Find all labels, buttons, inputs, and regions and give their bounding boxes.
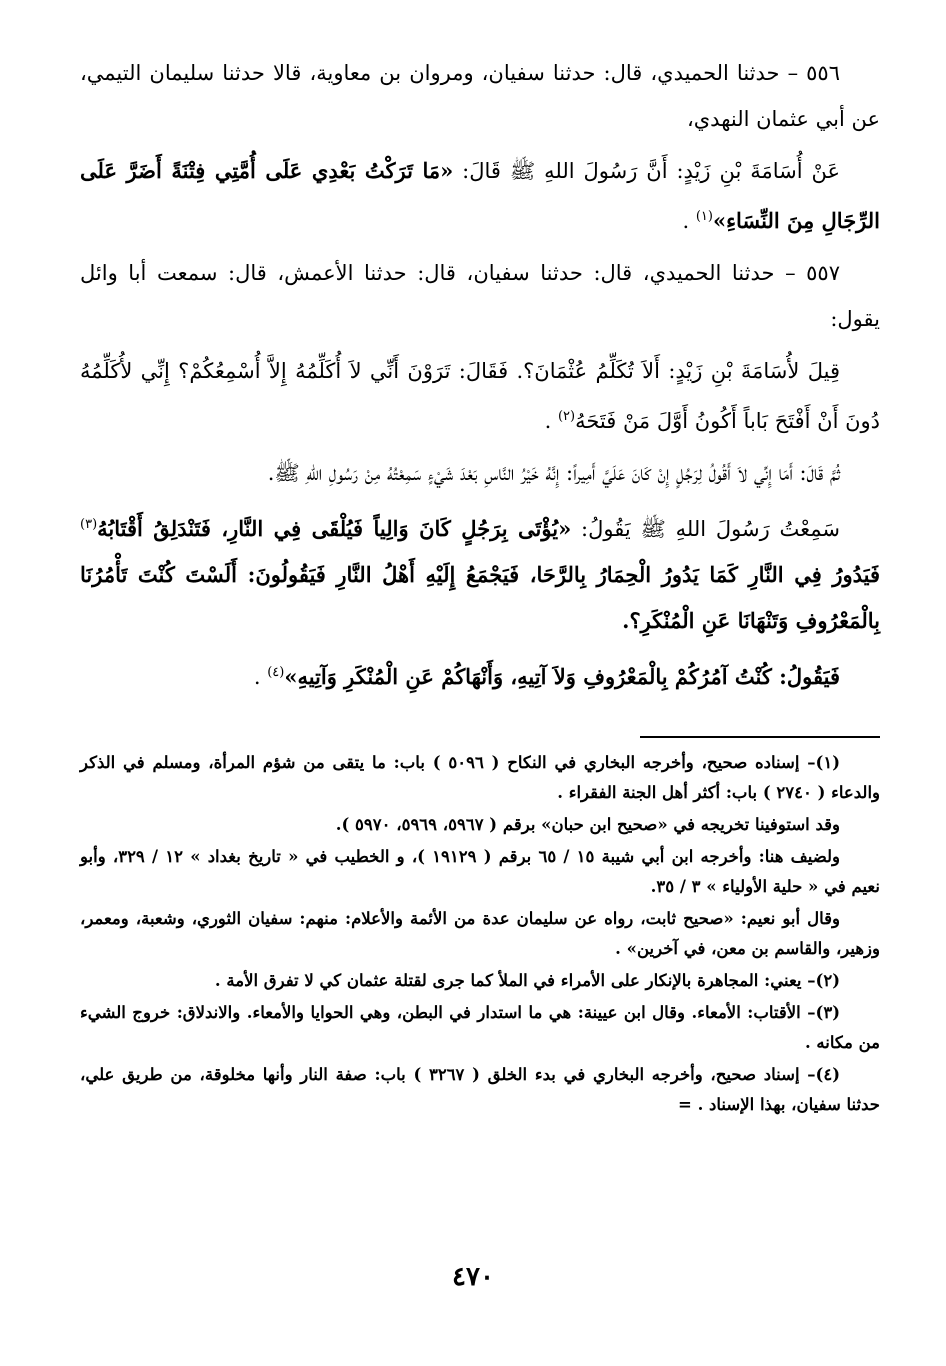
hadith-556-isnad: ٥٥٦ – حدثنا الحميدي، قال: حدثنا سفيان، ومروان بن معاوية، قالا حدثنا سليمان التيمي، عن أبي عثمان النهدي، <box>80 61 880 131</box>
hadith-556-end: . <box>682 209 696 233</box>
hadith-557-isnad: ٥٥٧ – حدثنا الحميدي، قال: حدثنا سفيان، قال: حدثنا الأعمش، قال: سمعت أبا وائل يقول: <box>80 261 880 331</box>
hadith-557-matn-a: «يُؤْتَى بِرَجُلٍ كَانَ وَالِياً فَيُلْقَى فِي النَّارِ، فَتَنْدَلِقُ أَقْتَابُهُ <box>97 516 572 541</box>
footnote-ref-1: (١) <box>695 209 713 224</box>
hadith-556-matn: «مَا تَرَكْتُ بَعْدِي عَلَى أُمَّتِي فِتْنَةً أَضَرَّ عَلَى الرِّجَالِ مِنَ النِّسَاءِ» <box>80 158 880 233</box>
hadith-557-text-2: ثُمَّ قَالَ: أَمَا إِنِّي لاَ أَقُولُ لِرَجُلٍ إِنْ كَانَ عَلَيَّ أَمِيراً: إِنَّهُ خَيْرُ النَّاسِ بَعْدَ شَيْءٍ سَمِعْتُهُ مِنْ رَسُولِ اللهِ ﷺ. <box>267 461 840 485</box>
footnote-2: (٢)– يعني: المجاهرة بالإنكار على الأمراء في الملأ كما جرى لقتلة عثمان كي لا تفرق الأمة . <box>214 971 840 990</box>
footnote-1-d: وقال أبو نعيم: «صحيح ثابت، رواه عن سليمان عدة من الأئمة والأعلام: منهم: سفيان الثوري، وشعبة، ومعمر، وزهير، والقاسم بن معن، في آخرين» . <box>80 909 880 958</box>
footnote-4: (٤)– إسناد صحيح، وأخرجه البخاري في بدء الخلق ( ٣٢٦٧ ) باب: صفة النار وأنها مخلوقة، من طريق علي، حدثنا سفيان، بهذا الإسناد . = <box>80 1065 880 1114</box>
footnote-ref-3: (٣) <box>80 517 98 532</box>
footnote-separator <box>640 736 880 738</box>
hadith-557-text-3 <box>80 502 880 644</box>
footnote-1-c: ولضيف هنا: وأخرجه ابن أبي شيبة ١٥ / ٦٥ برقم ( ١٩١٢٩ )، و الخطيب في « تاريخ بغداد » ١٢ / ٣٢٩، وأبو نعيم في « حلية الأولياء » ٣ / ٣٥. <box>80 847 880 896</box>
hadith-557-matn-c: فَيَقُولُ: كُنْتُ آمُرُكُمْ بِالْمَعْرُوفِ وَلاَ آتِيهِ، وَأَنْهَاكُمْ عَنِ الْمُنْكَرِ وَآتِيهِ» <box>284 664 840 689</box>
footnotes <box>80 748 880 1120</box>
main-text <box>80 50 880 700</box>
hadith-557-text-1 <box>80 348 880 444</box>
page-body <box>80 50 880 1122</box>
hadith-557-end: . <box>253 665 268 689</box>
hadith-557-part-1: قِيلَ لأُسَامَةَ بْنِ زَيْدٍ: أَلاَ تُكَلِّمُ عُثْمَانَ؟. فَقَالَ: تَرَوْنَ أَنِّي لاَ أُكَلِّمُهُ إِلاَّ أُسْمِعُكُمْ؟ إِنِّي لأُكَلِّمُهُ دُونَ أَنْ أَفْتَحَ بَاباً أَكُونُ أَوَّلَ مَنْ فَتَحَهُ <box>80 359 880 433</box>
footnote-1: (١)– إسناده صحيح، وأخرجه البخاري في النكاح ( ٥٠٩٦ ) باب: ما يتقى من شؤم المرأة، ومسلم في الذكر والدعاء ( ٢٧٤٠ ) باب: أكثر أهل الجنة الفقراء . <box>80 753 880 802</box>
page-number: ٤٧٠ <box>452 1262 494 1292</box>
hadith-557-part-1-end: . <box>544 409 558 433</box>
footnote-ref-4: (٤) <box>267 665 285 680</box>
footnote-ref-2: (٢) <box>557 409 576 424</box>
footnote-1-b: وقد استوفينا تخريجه في «صحيح ابن حبان» برقم ( ٥٩٦٧، ٥٩٦٩، ٥٩٧٠ ). <box>335 815 840 834</box>
hadith-557-text-4 <box>80 650 880 700</box>
hadith-556-intro: عَنْ أُسَامَةَ بْنِ زَيْدٍ: أَنَّ رَسُولَ اللهِ ﷺ قَالَ: <box>453 159 840 183</box>
footnote-3: (٣)– الأقتاب: الأمعاء. وقال ابن عيينة: هي ما استدار في البطن، وهي الحوايا والأمعاء. والاندلاق: خروج الشيء من مكانه . <box>80 1003 880 1052</box>
hadith-557-intro: سَمِعْتُ رَسُولَ اللهِ ﷺ يَقُولُ: <box>571 517 840 541</box>
hadith-557-matn-b: فَيَدُورُ فِي النَّارِ كَمَا يَدُورُ الْحِمَارُ بِالرَّحَا، فَيَجْمَعُ إِلَيْهِ أَهْلُ النَّارِ فَيَقُولُونَ: أَلَسْتَ كُنْتَ تَأْمُرُنَا بِالْمَعْرُوفِ وَتَنْهَانَا عَنِ الْمُنْكَرِ؟. <box>80 562 880 633</box>
hadith-556-text <box>80 148 880 244</box>
